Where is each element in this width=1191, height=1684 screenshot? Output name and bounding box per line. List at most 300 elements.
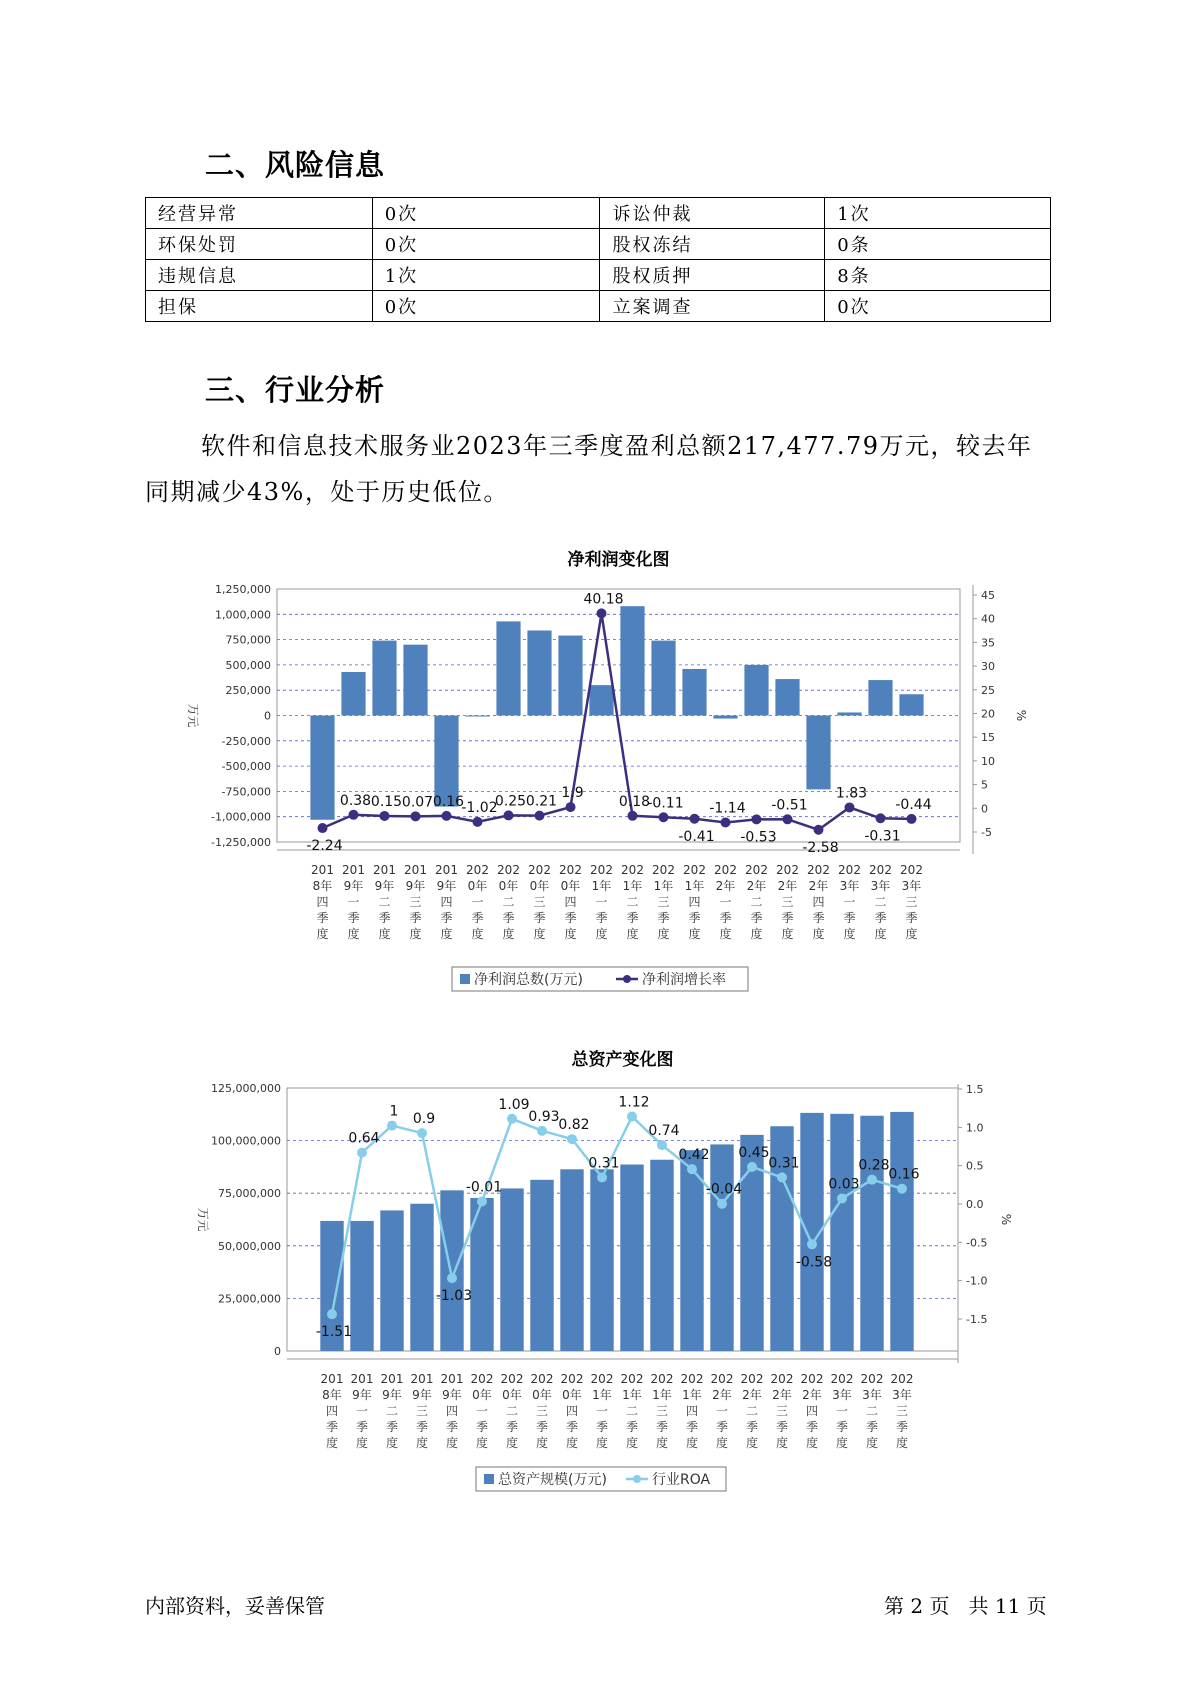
- table-row: [146, 260, 1051, 291]
- line-point: [597, 1172, 607, 1182]
- x-tick-label: 202: [621, 863, 644, 877]
- x-tick-label: 度: [445, 1436, 459, 1450]
- bar: [530, 1180, 553, 1351]
- x-tick-label: 四: [445, 1404, 459, 1418]
- x-tick-label: 季: [565, 1420, 579, 1434]
- data-label: 0.18: [618, 793, 651, 810]
- x-tick-label: 一: [835, 1404, 849, 1418]
- x-tick-label: 季: [781, 911, 794, 925]
- x-tick-label: 201: [404, 863, 427, 877]
- data-label: 0.15: [370, 793, 403, 810]
- x-tick-label: 202: [650, 1372, 674, 1386]
- data-label: 0.82: [558, 1117, 590, 1134]
- y-tick-label: -750,000: [221, 785, 271, 799]
- x-tick-label: 度: [325, 1436, 339, 1450]
- x-tick-label: 201: [440, 1372, 464, 1386]
- x-tick-label: 1年: [653, 879, 674, 893]
- bar: [380, 1210, 403, 1351]
- data-label: 1: [389, 1103, 399, 1120]
- x-tick-label: 度: [533, 927, 546, 941]
- y2-tick-label: 35: [981, 636, 995, 650]
- data-label: 0.64: [348, 1130, 380, 1147]
- y-tick-label: -1,250,000: [211, 836, 271, 849]
- data-label: -0.44: [895, 796, 932, 813]
- x-tick-label: 一: [475, 1404, 489, 1418]
- table-cell: 股权质押: [600, 260, 825, 291]
- x-tick-label: 度: [745, 1436, 759, 1450]
- x-tick-label: 201: [410, 1372, 434, 1386]
- x-tick-label: 季: [626, 911, 639, 925]
- x-tick-label: 季: [750, 911, 763, 925]
- x-tick-label: 季: [775, 1420, 789, 1434]
- x-tick-label: 三: [895, 1404, 909, 1418]
- table-cell: 0次: [825, 291, 1051, 322]
- y-tick-label: 100,000,000: [211, 1134, 281, 1148]
- line-point: [327, 1309, 337, 1319]
- x-tick-label: 0年: [562, 1388, 582, 1402]
- table-cell: 经营异常: [146, 198, 373, 229]
- x-tick-label: 0年: [472, 1388, 492, 1402]
- bar: [899, 694, 923, 715]
- x-tick-label: 202: [530, 1372, 554, 1386]
- bar: [650, 1160, 673, 1351]
- y2-tick-label: -1.5: [966, 1313, 988, 1326]
- data-label: -0.11: [647, 795, 684, 812]
- table-cell: 0次: [372, 198, 600, 229]
- x-tick-label: 2年: [808, 879, 829, 893]
- x-tick-label: 一: [347, 895, 360, 909]
- line-point: [417, 1128, 427, 1138]
- line-point: [721, 817, 731, 827]
- line-point: [507, 1114, 517, 1124]
- x-tick-label: 202: [466, 863, 489, 877]
- section-title-risk: 二、风险信息: [205, 148, 386, 182]
- data-label: 0.45: [738, 1144, 770, 1161]
- x-tick-label: 0年: [529, 879, 550, 893]
- x-tick-label: 202: [800, 1372, 824, 1386]
- data-label: -0.58: [795, 1254, 833, 1271]
- x-tick-label: 季: [564, 911, 577, 925]
- x-tick-label: 四: [316, 895, 329, 909]
- table-row: [146, 291, 1051, 322]
- x-tick-label: 季: [533, 911, 546, 925]
- x-tick-label: 季: [316, 911, 329, 925]
- line-point: [504, 810, 514, 820]
- x-tick-label: 季: [905, 911, 918, 925]
- bar: [527, 630, 551, 715]
- bar: [310, 716, 334, 820]
- footer-page-number: 第 2 页 共 11 页: [884, 1594, 1047, 1618]
- bar: [868, 680, 892, 715]
- line-point: [897, 1184, 907, 1194]
- x-tick-label: 度: [595, 927, 608, 941]
- y-tick-label: 125,000,000: [211, 1082, 281, 1095]
- data-label: 0.9: [412, 1111, 436, 1128]
- risk-info-table: [145, 197, 1051, 322]
- x-tick-label: 度: [415, 1436, 429, 1450]
- x-tick-label: 度: [688, 927, 701, 941]
- x-tick-label: 2年: [777, 879, 798, 893]
- legend-bar-label: 总资产规模(万元): [498, 1472, 607, 1488]
- bar: [465, 716, 489, 717]
- y2-tick-label: -5: [981, 826, 992, 839]
- data-label: 1.12: [618, 1094, 650, 1111]
- y2-tick-label: 40: [981, 612, 995, 626]
- bar: [806, 716, 830, 790]
- x-tick-label: 201: [380, 1372, 404, 1386]
- x-tick-label: 9年: [352, 1388, 372, 1402]
- table-cell: 1次: [372, 260, 600, 291]
- x-tick-label: 季: [805, 1420, 819, 1434]
- table-cell: 1次: [825, 198, 1051, 229]
- data-label: 1.9: [561, 785, 584, 802]
- x-tick-label: 度: [378, 927, 391, 941]
- x-tick-label: 202: [807, 863, 830, 877]
- x-tick-label: 度: [812, 927, 825, 941]
- x-tick-label: 9年: [374, 879, 395, 893]
- x-tick-label: 三: [409, 895, 422, 909]
- line-point: [566, 802, 576, 812]
- x-tick-label: 度: [835, 1436, 849, 1450]
- bar: [837, 712, 861, 715]
- x-tick-label: 季: [595, 911, 608, 925]
- x-tick-label: 四: [564, 895, 577, 909]
- line-point: [845, 802, 855, 812]
- x-tick-label: 四: [685, 1404, 699, 1418]
- total-assets-chart: [0, 1040, 1191, 1500]
- x-tick-label: 2年: [712, 1388, 732, 1402]
- x-tick-label: 202: [860, 1372, 884, 1386]
- x-tick-label: 8年: [312, 879, 333, 893]
- x-tick-label: 度: [316, 927, 329, 941]
- x-tick-label: 季: [685, 1420, 699, 1434]
- x-tick-label: 9年: [442, 1388, 462, 1402]
- data-label: 0.03: [828, 1176, 860, 1193]
- x-tick-label: 二: [378, 895, 391, 909]
- x-tick-label: 一: [843, 895, 856, 909]
- x-tick-label: 201: [350, 1372, 374, 1386]
- data-label: 0.07: [401, 794, 434, 811]
- line-point: [349, 810, 359, 820]
- x-tick-label: 度: [719, 927, 732, 941]
- x-tick-label: 1年: [684, 879, 705, 893]
- x-tick-label: 202: [652, 863, 675, 877]
- net-profit-chart: [0, 540, 1191, 1000]
- table-cell: 0次: [372, 291, 600, 322]
- x-tick-label: 202: [890, 1372, 914, 1386]
- y2-tick-label: 1.0: [966, 1121, 984, 1135]
- x-tick-label: 202: [683, 863, 706, 877]
- x-tick-label: 度: [355, 1436, 369, 1450]
- chart-title: 总资产变化图: [571, 1050, 674, 1070]
- line-point: [535, 811, 545, 821]
- x-tick-label: 二: [865, 1404, 879, 1418]
- x-tick-label: 二: [625, 1404, 639, 1418]
- x-tick-label: 一: [595, 1404, 609, 1418]
- legend-line-label: 净利润增长率: [642, 972, 726, 988]
- data-label: -1.03: [435, 1288, 473, 1305]
- data-label: -0.53: [740, 829, 777, 846]
- x-tick-label: 一: [471, 895, 484, 909]
- bar: [590, 1169, 613, 1351]
- x-tick-label: 季: [895, 1420, 909, 1434]
- data-label: -2.58: [802, 839, 839, 856]
- x-tick-label: 9年: [382, 1388, 402, 1402]
- x-tick-label: 3年: [870, 879, 891, 893]
- x-tick-label: 四: [565, 1404, 579, 1418]
- table-cell: 0条: [825, 229, 1051, 260]
- x-tick-label: 3年: [892, 1388, 912, 1402]
- x-tick-label: 202: [470, 1372, 494, 1386]
- x-tick-label: 度: [843, 927, 856, 941]
- x-tick-label: 季: [535, 1420, 549, 1434]
- line-point: [380, 811, 390, 821]
- x-tick-label: 二: [626, 895, 639, 909]
- line-point: [473, 817, 483, 827]
- x-tick-label: 202: [590, 1372, 614, 1386]
- x-tick-label: 季: [409, 911, 422, 925]
- x-tick-label: 度: [347, 927, 360, 941]
- x-tick-label: 四: [440, 895, 453, 909]
- x-tick-label: 0年: [467, 879, 488, 893]
- y2-tick-label: 25: [981, 683, 995, 697]
- table-cell: 8条: [825, 260, 1051, 291]
- x-tick-label: 三: [533, 895, 546, 909]
- y2-tick-label: 45: [981, 589, 995, 602]
- table-cell: 立案调查: [600, 291, 825, 322]
- x-tick-label: 度: [595, 1436, 609, 1450]
- data-label: 1.09: [498, 1096, 530, 1113]
- x-tick-label: 季: [715, 1420, 729, 1434]
- bar: [620, 606, 644, 715]
- table-cell: 违规信息: [146, 260, 373, 291]
- x-tick-label: 202: [620, 1372, 644, 1386]
- y2-tick-label: 10: [981, 754, 995, 768]
- y-tick-label: 750,000: [225, 633, 271, 647]
- bar: [589, 685, 613, 715]
- footer-confidential: 内部资料，妥善保管: [145, 1594, 325, 1618]
- x-tick-label: 季: [865, 1420, 879, 1434]
- data-label: 0.42: [678, 1147, 710, 1164]
- x-tick-label: 度: [409, 927, 422, 941]
- bar: [560, 1169, 583, 1351]
- x-tick-label: 季: [835, 1420, 849, 1434]
- data-label: -0.31: [864, 828, 901, 845]
- line-point: [807, 1239, 817, 1249]
- y2-tick-label: 20: [981, 707, 995, 721]
- x-tick-label: 度: [535, 1436, 549, 1450]
- x-tick-label: 201: [435, 863, 458, 877]
- data-label: -1.51: [315, 1324, 353, 1341]
- bar: [620, 1165, 643, 1351]
- x-tick-label: 202: [710, 1372, 734, 1386]
- x-tick-label: 二: [750, 895, 763, 909]
- x-tick-label: 度: [385, 1436, 399, 1450]
- x-tick-label: 201: [320, 1372, 344, 1386]
- x-tick-label: 三: [781, 895, 794, 909]
- line-point: [867, 1175, 877, 1185]
- x-tick-label: 季: [378, 911, 391, 925]
- bar: [775, 679, 799, 715]
- line-point: [837, 1193, 847, 1203]
- data-label: 0.25: [494, 793, 527, 810]
- bar: [440, 1190, 463, 1351]
- line-point: [717, 1199, 727, 1209]
- y2-tick-label: 5: [981, 778, 988, 792]
- table-cell: 担保: [146, 291, 373, 322]
- table-cell: 股权冻结: [600, 229, 825, 260]
- x-tick-label: 202: [900, 863, 923, 877]
- data-label: 0.74: [648, 1123, 680, 1140]
- y-tick-label: -250,000: [221, 734, 271, 748]
- x-tick-label: 2年: [715, 879, 736, 893]
- x-tick-label: 1年: [682, 1388, 702, 1402]
- line-point: [777, 1172, 787, 1182]
- x-tick-label: 度: [905, 927, 918, 941]
- x-tick-label: 1年: [622, 1388, 642, 1402]
- x-tick-label: 度: [805, 1436, 819, 1450]
- x-tick-label: 202: [559, 863, 582, 877]
- x-tick-label: 202: [776, 863, 799, 877]
- legend-bar-label: 净利润总数(万元): [474, 972, 583, 988]
- data-label: -0.01: [465, 1179, 503, 1196]
- bar: [350, 1221, 373, 1351]
- legend-line-label: 行业ROA: [652, 1472, 711, 1488]
- x-tick-label: 9年: [436, 879, 457, 893]
- y2-tick-label: 0.0: [966, 1198, 984, 1211]
- x-tick-label: 四: [805, 1404, 819, 1418]
- x-tick-label: 季: [657, 911, 670, 925]
- bar: [410, 1204, 433, 1351]
- x-tick-label: 度: [781, 927, 794, 941]
- line-point: [442, 811, 452, 821]
- x-tick-label: 一: [355, 1404, 369, 1418]
- x-tick-label: 二: [745, 1404, 759, 1418]
- x-tick-label: 二: [505, 1404, 519, 1418]
- x-tick-label: 2年: [802, 1388, 822, 1402]
- data-label: -0.04: [705, 1181, 743, 1198]
- line-point: [597, 608, 607, 618]
- bar: [496, 621, 520, 715]
- data-label: 0.31: [588, 1155, 620, 1172]
- line-point: [567, 1134, 577, 1144]
- x-tick-label: 季: [812, 911, 825, 925]
- x-tick-label: 202: [714, 863, 737, 877]
- x-tick-label: 202: [770, 1372, 794, 1386]
- x-tick-label: 202: [500, 1372, 524, 1386]
- legend-line-marker: [623, 975, 631, 983]
- x-tick-label: 季: [347, 911, 360, 925]
- x-tick-label: 202: [590, 863, 613, 877]
- x-tick-label: 一: [719, 895, 732, 909]
- x-tick-label: 2年: [742, 1388, 762, 1402]
- x-tick-label: 度: [750, 927, 763, 941]
- y2-tick-label: -0.5: [966, 1236, 988, 1250]
- legend-bar-swatch: [484, 1474, 494, 1484]
- table-row: [146, 198, 1051, 229]
- line-point: [657, 1140, 667, 1150]
- y-axis-title: 万元: [196, 1207, 210, 1232]
- x-tick-label: 度: [565, 1436, 579, 1450]
- y-tick-label: 50,000,000: [218, 1239, 281, 1253]
- x-tick-label: 度: [440, 927, 453, 941]
- table-cell: 诉讼仲裁: [600, 198, 825, 229]
- data-label: -0.41: [678, 828, 715, 845]
- x-tick-label: 9年: [343, 879, 364, 893]
- section-title-industry: 三、行业分析: [205, 373, 386, 407]
- x-tick-label: 度: [874, 927, 887, 941]
- x-tick-label: 季: [471, 911, 484, 925]
- x-tick-label: 202: [497, 863, 520, 877]
- x-tick-label: 四: [812, 895, 825, 909]
- bar: [830, 1114, 853, 1351]
- x-tick-label: 202: [869, 863, 892, 877]
- x-tick-label: 季: [385, 1420, 399, 1434]
- line-point: [659, 812, 669, 822]
- line-point: [747, 1162, 757, 1172]
- table-row: [146, 229, 1051, 260]
- x-tick-label: 三: [657, 895, 670, 909]
- x-tick-label: 0年: [532, 1388, 552, 1402]
- bar: [558, 636, 582, 716]
- x-tick-label: 2年: [772, 1388, 792, 1402]
- x-tick-label: 度: [564, 927, 577, 941]
- chart-title: 净利润变化图: [567, 550, 670, 570]
- bar: [341, 672, 365, 716]
- x-tick-label: 二: [502, 895, 515, 909]
- y-tick-label: 25,000,000: [218, 1292, 281, 1306]
- y-tick-label: 250,000: [225, 684, 271, 698]
- x-tick-label: 度: [865, 1436, 879, 1450]
- line-point: [907, 814, 917, 824]
- x-tick-label: 度: [475, 1436, 489, 1450]
- x-tick-label: 季: [475, 1420, 489, 1434]
- x-tick-label: 季: [745, 1420, 759, 1434]
- x-tick-label: 三: [775, 1404, 789, 1418]
- x-tick-label: 度: [505, 1436, 519, 1450]
- x-tick-label: 201: [342, 863, 365, 877]
- line-point: [411, 811, 421, 821]
- line-point: [537, 1126, 547, 1136]
- y-tick-label: 1,250,000: [215, 583, 271, 596]
- industry-paragraph: [145, 423, 1045, 515]
- line-point: [627, 1112, 637, 1122]
- y-tick-label: 75,000,000: [218, 1187, 281, 1201]
- x-tick-label: 一: [595, 895, 608, 909]
- x-tick-label: 3年: [839, 879, 860, 893]
- line-point: [357, 1148, 367, 1158]
- x-tick-label: 度: [657, 927, 670, 941]
- data-label: -2.24: [306, 838, 343, 855]
- x-tick-label: 8年: [322, 1388, 342, 1402]
- x-tick-label: 202: [560, 1372, 584, 1386]
- x-tick-label: 季: [595, 1420, 609, 1434]
- x-tick-label: 202: [745, 863, 768, 877]
- x-tick-label: 度: [895, 1436, 909, 1450]
- x-tick-label: 202: [528, 863, 551, 877]
- line-point: [387, 1121, 397, 1131]
- y-tick-label: 0: [264, 709, 271, 723]
- data-label: -0.51: [771, 797, 808, 814]
- line-point: [876, 813, 886, 823]
- x-tick-label: 季: [355, 1420, 369, 1434]
- x-tick-label: 0年: [560, 879, 581, 893]
- data-label: 0.31: [768, 1155, 800, 1172]
- x-tick-label: 度: [625, 1436, 639, 1450]
- data-label: -1.02: [461, 799, 498, 816]
- table-cell: 0次: [372, 229, 600, 260]
- x-tick-label: 季: [505, 1420, 519, 1434]
